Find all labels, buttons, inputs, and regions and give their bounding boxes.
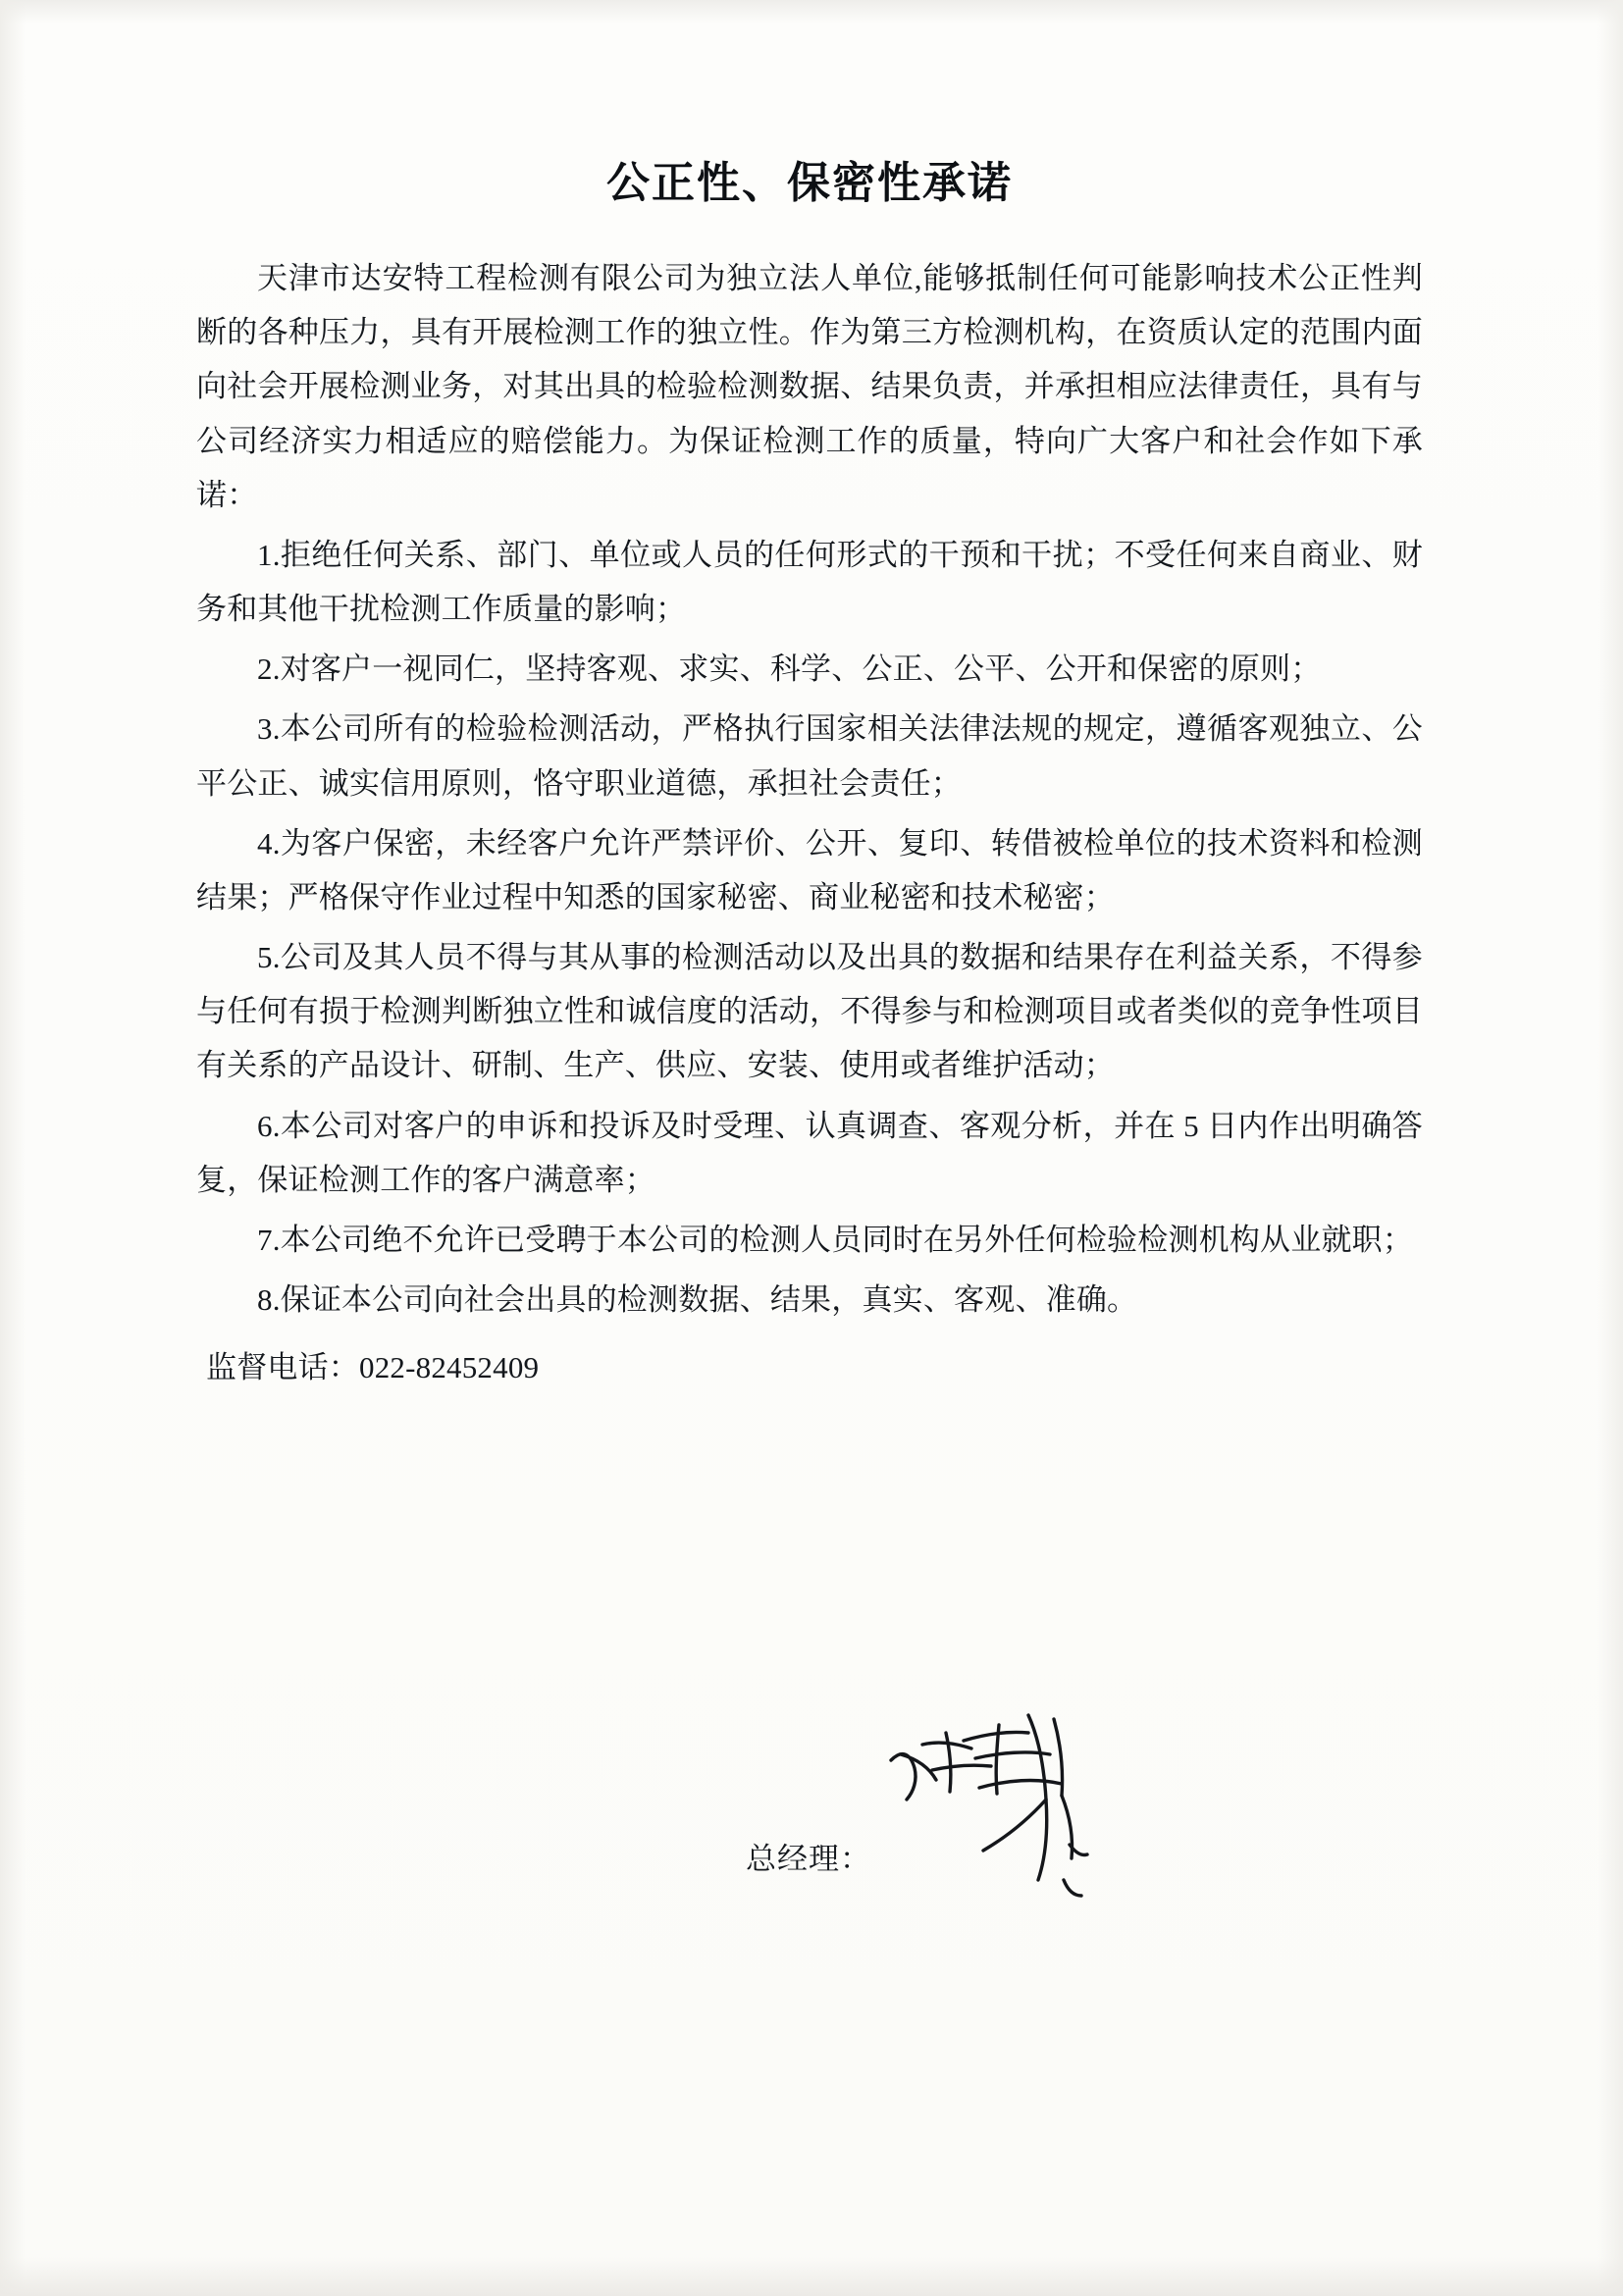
paragraph-item-5: 5.公司及其人员不得与其从事的检测活动以及出具的数据和结果存在利益关系，不得参与任何有损于检测判断独立性和诚信度的活动，不得参与和检测项目或者类似的竞争性项目有关系的产品设计、研制、生产、供应、安装、使用或者维护活动； bbox=[196, 940, 1423, 1083]
paragraph-item-2: 2.对客户一视同仁，坚持客观、求实、科学、公正、公平、公开和保密的原则； bbox=[257, 652, 1322, 687]
handwritten-signature-icon bbox=[881, 1737, 1136, 1884]
scan-edge-bottom bbox=[0, 2257, 1623, 2296]
scan-edge-right bbox=[1597, 0, 1623, 2296]
paragraph-item-6: 6.本公司对客户的申诉和投诉及时受理、认真调查、客观分析，并在 5 日内作出明确答复，保证检测工作的客户满意率； bbox=[196, 1108, 1423, 1197]
supervision-phone: 监督电话：022-82452409 bbox=[206, 1350, 540, 1385]
document-body bbox=[196, 147, 1423, 1400]
paragraph-item-7: 7.本公司绝不允许已受聘于本公司的检测人员同时在另外任何检验检测机构从业就职； bbox=[257, 1222, 1414, 1257]
signature-block bbox=[746, 1737, 1136, 1884]
page-title: 公正性、保密性承诺 bbox=[606, 159, 1013, 207]
paragraph-intro: 天津市达安特工程检测有限公司为独立法人单位,能够抵制任何可能影响技术公正性判断的各种压力，具有开展检测工作的独立性。作为第三方检测机构，在资质认定的范围内面向社会开展检测业务，对其出具的检验检测数据、结果负责，并承担相应法律责任，具有与公司经济实力相适应的赔偿能力。为保证检测工作的质量，特向广大客户和社会作如下承诺： bbox=[196, 261, 1423, 512]
scan-edge-top bbox=[0, 0, 1623, 24]
paragraph-item-1: 1.拒绝任何关系、部门、单位或人员的任何形式的干预和干扰；不受任何来自商业、财务和其他干扰检测工作质量的影响； bbox=[196, 537, 1423, 627]
signature-label: 总经理： bbox=[746, 1842, 871, 1876]
paragraph-item-4: 4.为客户保密，未经客户允许严禁评价、公开、复印、转借被检单位的技术资料和检测结果；严格保守作业过程中知悉的国家秘密、商业秘密和技术秘密； bbox=[196, 825, 1423, 914]
paragraph-item-8: 8.保证本公司向社会出具的检测数据、结果，真实、客观、准确。 bbox=[257, 1282, 1138, 1318]
scan-edge-left bbox=[0, 0, 26, 2296]
paragraph-item-3: 3.本公司所有的检验检测活动，严格执行国家相关法律法规的规定，遵循客观独立、公平公正、诚实信用原则，恪守职业道德，承担社会责任； bbox=[196, 711, 1423, 801]
